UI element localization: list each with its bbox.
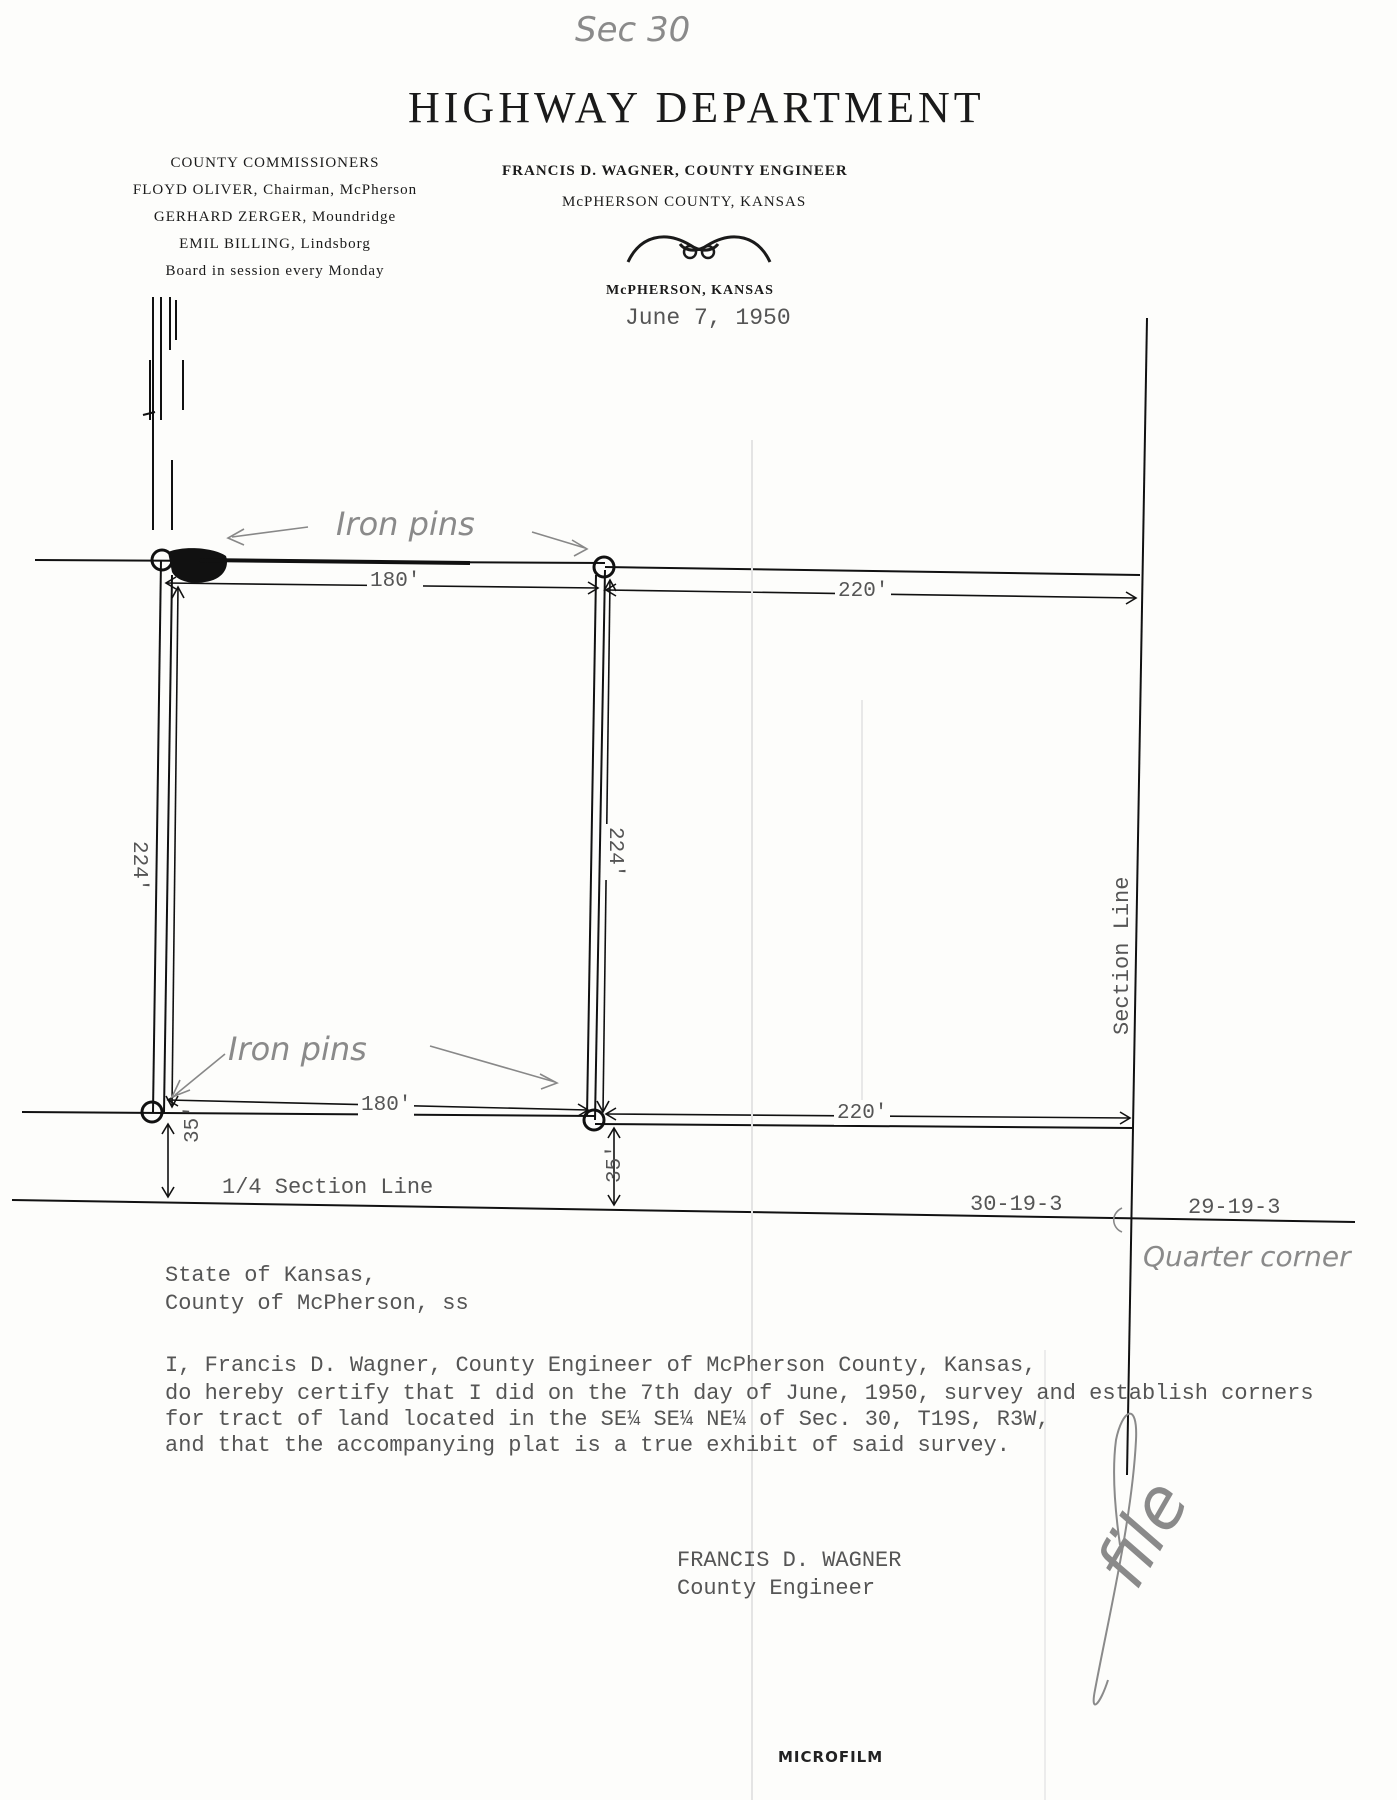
section-right-label: 29-19-3 — [1188, 1195, 1281, 1220]
letterhead-title: HIGHWAY DEPARTMENT — [408, 83, 985, 132]
iron-pin-markers — [142, 550, 614, 1130]
commissioners-heading: COUNTY COMMISSIONERS — [170, 155, 380, 171]
city-line: McPHERSON, KANSAS — [606, 283, 774, 298]
engineer-line: FRANCIS D. WAGNER, COUNTY ENGINEER — [502, 163, 848, 179]
certificate-state: State of Kansas, — [165, 1263, 377, 1288]
dim-bottom-right-width: 220' — [834, 1102, 890, 1125]
letter-date: June 7, 1950 — [625, 305, 791, 331]
quarter-corner-note: Quarter corner — [1143, 1240, 1351, 1273]
dim-middle-height: 224' — [603, 824, 626, 880]
boundary-lines — [12, 560, 1355, 1222]
dim-middle-offset: 35' — [604, 1145, 627, 1183]
dimension-arrows — [162, 577, 1136, 1205]
ink-blot — [168, 548, 227, 583]
quarter-section-line-label: 1/4 Section Line — [222, 1175, 434, 1200]
dim-top-right-width: 220' — [835, 580, 891, 603]
certificate-line: and that the accompanying plat is a true exhibit of said survey. — [165, 1433, 1010, 1458]
handwritten-section-note: Sec 30 — [575, 10, 691, 50]
left-line-inner — [164, 575, 172, 1112]
board-session-line: Board in session every Monday — [165, 263, 385, 279]
certificate-line: I, Francis D. Wagner, County Engineer of McPherson County, Kansas, — [165, 1353, 1037, 1378]
top-line-east — [605, 567, 1140, 575]
iron-pins-top-note: Iron pins — [336, 505, 475, 543]
signature-name: FRANCIS D. WAGNER — [677, 1548, 902, 1573]
commissioner-line: EMIL BILLING, Lindsborg — [179, 236, 371, 252]
signature-title: County Engineer — [677, 1576, 876, 1601]
section-line-label: Section Line — [1110, 876, 1135, 1035]
letterhead-ornament — [628, 237, 770, 262]
file-note: file — [1080, 1466, 1205, 1601]
dim-top-left-width: 180' — [367, 570, 423, 593]
iron-pins-bottom-note: Iron pins — [228, 1030, 367, 1068]
iron-pin-bottom-middle — [584, 1110, 604, 1130]
dim-bottom-left-width: 180' — [358, 1094, 414, 1117]
left-line-outer — [153, 560, 161, 1112]
ink-stroke — [200, 560, 470, 563]
bottom-line — [22, 1112, 595, 1116]
section-left-label: 30-19-3 — [970, 1192, 1063, 1217]
quarter-section-line — [12, 1200, 1355, 1222]
dim-left-height: 224' — [127, 838, 150, 894]
certificate-line: for tract of land located in the SE¼ SE¼ NE¼ of Sec. 30, T19S, R3W, — [165, 1407, 1050, 1432]
dim-left-offset: 35' — [182, 1105, 205, 1143]
commissioner-line: GERHARD ZERGER, Moundridge — [153, 209, 397, 225]
middle-line-inner — [587, 575, 596, 1116]
commissioner-line: FLOYD OLIVER, Chairman, McPherson — [132, 182, 418, 198]
certificate-county: County of McPherson, ss — [165, 1291, 469, 1316]
road-lines — [143, 297, 183, 530]
microfilm-stamp: MICROFILM — [778, 1748, 884, 1766]
county-line: McPHERSON COUNTY, KANSAS — [562, 194, 807, 210]
certificate-line: do hereby certify that I did on the 7th day of June, 1950, survey and establish corners — [165, 1381, 1314, 1406]
